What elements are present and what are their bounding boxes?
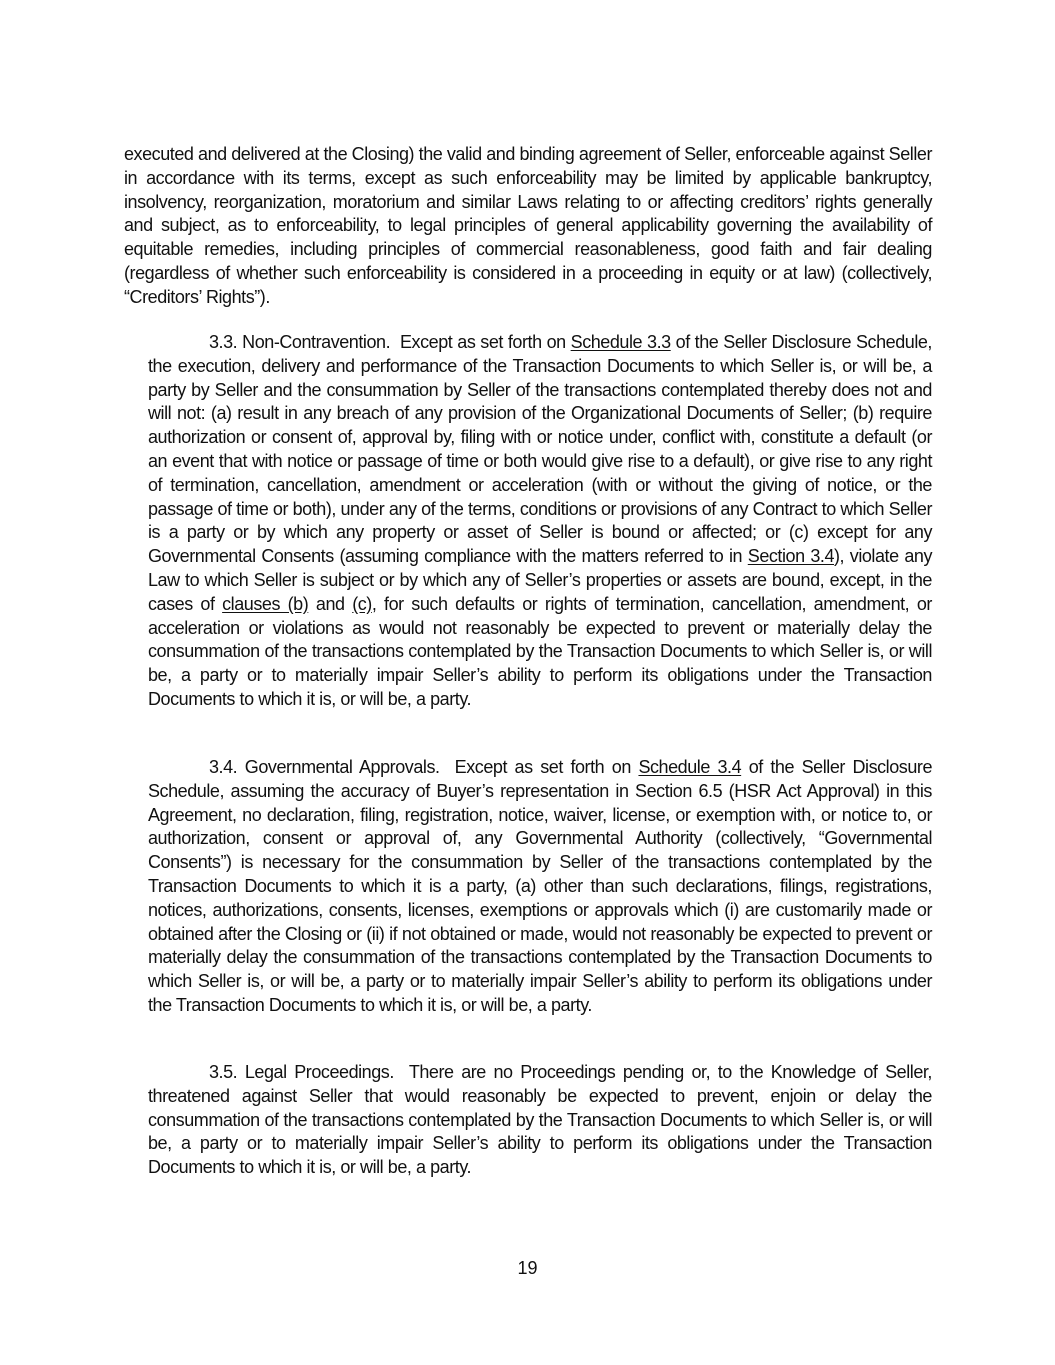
paragraph-continuation — [124, 143, 932, 310]
schedule-3-3-link[interactable]: Schedule 3.3 — [570, 332, 671, 352]
section-3-4-paragraph — [148, 756, 932, 1018]
section-3-3-heading: 3.3. Non-Contravention. — [209, 332, 391, 352]
section-3-4-link[interactable]: Section 3.4 — [747, 546, 834, 567]
section-3-3-text-5: , for such defaults or rights of termination, cancellation, amendment, or acceleration or violations as would not reasonably be expected to prevent or materially delay the consummation of the transactions contemplated by the Transaction Documents to which Seller is, or will be, a party or to materially impair Seller’s ability to perform its obligations under the Transaction Documents to which it is, or will be, a party. — [148, 593, 932, 709]
clause-c-link[interactable]: (c) — [352, 593, 372, 614]
section-3-3-text-4: and — [308, 593, 353, 614]
section-3-5-heading: 3.5. Legal Proceedings. — [209, 1062, 394, 1082]
section-3-5-text-1: There are no Proceedings pending or, to the Knowledge of Seller, threatened against Seller that would reasonably be expected to prevent, enjoin or delay the consummation of the transactions contemplated by the Transaction Documents to which Seller is, or will be, a party or to materially impair Seller’s ability to perform its obligations under the Transaction Documents to which it is, or will be, a party. — [148, 1062, 932, 1178]
section-3-5-paragraph — [148, 1061, 932, 1180]
section-3-3-text-2: of the Seller Disclosure Schedule, the execution, delivery and performance of the Transaction Documents to which Seller is, or will be, a party by Seller and the consummation by Seller of the transactions contemplated thereby does not and will not: (a) result in any breach of any provision of the Organizational Documents of Seller; (b) require authorization or consent of, approval by, filing with or notice under, conflict with, constitute a default (or an event that with notice or passage of time or both would give rise to a default), or give rise to any right of termination, cancellation, amendment or acceleration (with or without the giving of notice, or the passage of time or both), under any of the terms, conditions or provisions of any Contract to which Seller is a party or by which any property or asset of Seller is bound or affected; or (c) except for any Governmental Consents (assuming compliance with the matters referred to in — [148, 332, 932, 567]
page-number: 19 — [517, 1258, 538, 1278]
section-3-3-text-1: Except as set forth on — [400, 332, 571, 352]
continuation-text: executed and delivered at the Closing) the valid and binding agreement of Seller, enforceable against Seller in accordance with its terms, except as such enforceability may be limited by applicable bankruptcy, insolvency, reorganization, moratorium and similar Laws relating to or affecting creditors’ rights generally and subject, as to enforceability, to legal principles of general applicability governing the availability of equitable remedies, including principles of commercial reasonableness, good faith and fair dealing (regardless of whether such enforceability is considered in a proceeding in equity or at law) (collectively, “Creditors’ Rights”). — [124, 144, 932, 307]
section-3-4-text-2: of the Seller Disclosure Schedule, assuming the accuracy of Buyer’s representation in Section 6.5 (HSR Act Approval) in this Agreement, no declaration, filing, registration, notice, waiver, license, or exemption with, or notice to, or authorization, consent or approval of, any Governmental Authority (collectively, “Governmental Consents”) is necessary for the consummation by Seller of the transactions contemplated by the Transaction Documents to which it is a party, (a) other than such declarations, filings, registrations, notices, authorizations, consents, licenses, exemptions or approvals which (i) are customarily made or obtained after the Closing or (ii) if not obtained or made, would not reasonably be expected to prevent or materially delay the consummation of the transactions contemplated by the Transaction Documents to which Seller is, or will be, a party or to materially impair Seller’s ability to perform its obligations under the Transaction Documents to which it is, or will be, a party. — [148, 757, 933, 1015]
clauses-b-link[interactable]: clauses (b) — [222, 593, 309, 614]
section-3-4-heading: 3.4. Governmental Approvals. — [209, 757, 440, 777]
section-3-3-paragraph — [148, 331, 932, 712]
section-3-4-text-1: Except as set forth on — [454, 757, 639, 777]
schedule-3-4-link[interactable]: Schedule 3.4 — [638, 757, 742, 777]
section-3-3-text-3: ), violate any Law to which Seller is subject or by which any of Seller’s properties or assets are bound, except, in the cases of — [148, 546, 932, 614]
